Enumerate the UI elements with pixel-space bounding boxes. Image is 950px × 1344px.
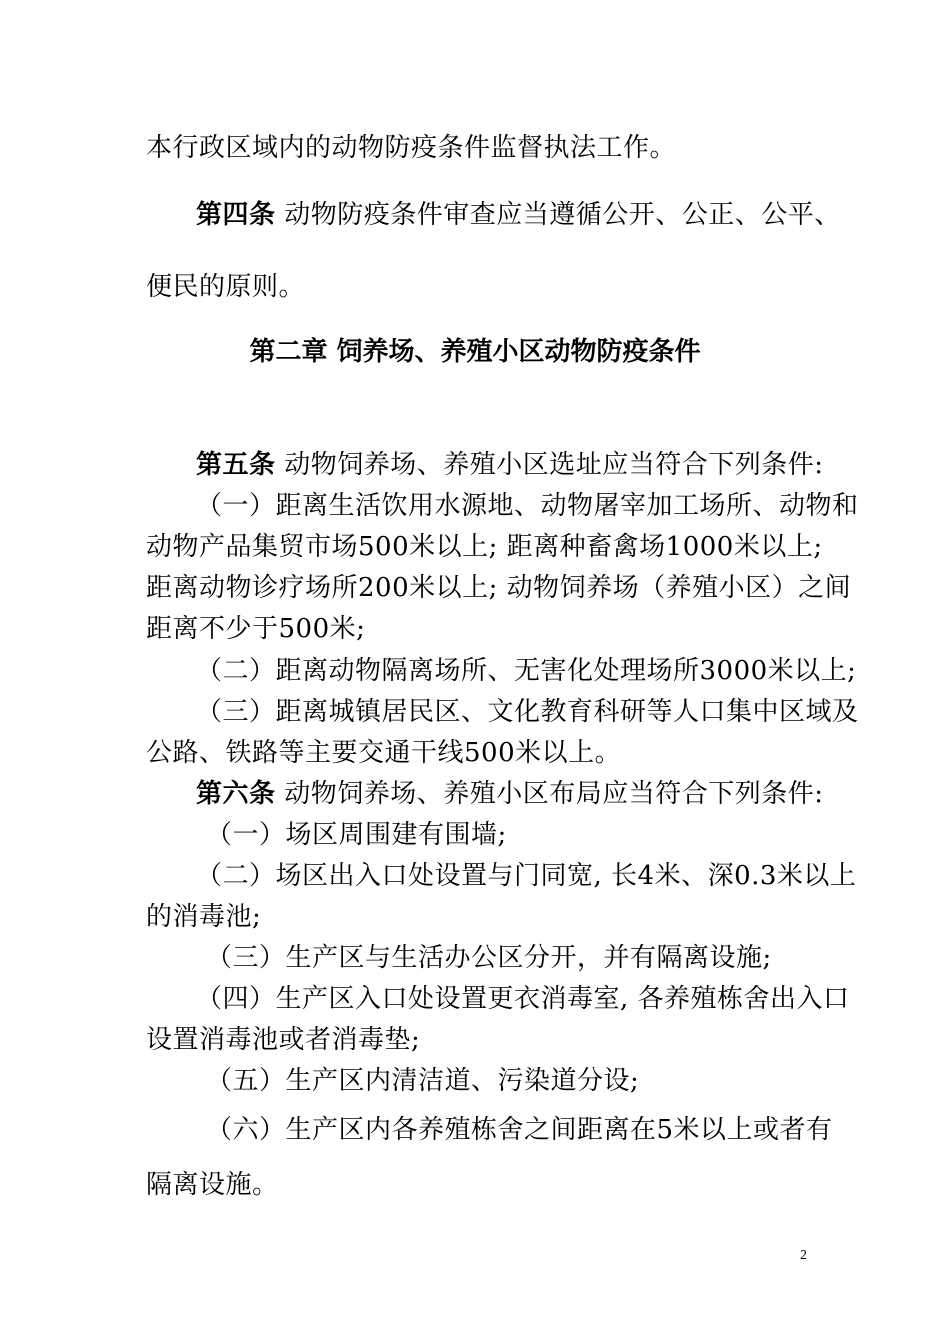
- chapter-heading: 第二章 饲养场、养殖小区动物防疫条件: [249, 337, 701, 367]
- article-6-line: [196, 779, 824, 809]
- paragraph-line: 动物产品集贸市场500米以上; 距离种畜禽场1000米以上;: [146, 532, 823, 562]
- list-item-line: （一）场区周围建有围墙;: [206, 820, 507, 850]
- paragraph-line: 便民的原则。: [146, 272, 306, 302]
- paragraph-line: 设置消毒池或者消毒垫;: [146, 1025, 421, 1055]
- article-text: 动物饲养场、养殖小区选址应当符合下列条件:: [275, 450, 824, 480]
- paragraph-line: 的消毒池;: [146, 902, 262, 932]
- list-item-line: （三）距离城镇居民区、文化教育科研等人口集中区域及: [196, 697, 859, 727]
- page-number: 2: [800, 1248, 807, 1263]
- list-item-line: （二）距离动物隔离场所、无害化处理场所3000米以上;: [196, 656, 857, 686]
- list-item-line: （六）生产区内各养殖栋舍之间距离在5米以上或者有: [206, 1115, 833, 1145]
- paragraph-line: 距离不少于500米;: [146, 614, 366, 644]
- article-text: 动物饲养场、养殖小区布局应当符合下列条件:: [275, 779, 824, 809]
- article-label: 第五条: [196, 450, 276, 480]
- article-4-line: [196, 200, 841, 230]
- list-item-line: （五）生产区内清洁道、污染道分设;: [206, 1066, 640, 1096]
- article-text: 动物防疫条件审查应当遵循公开、公正、公平、: [275, 200, 841, 230]
- paragraph-line: 本行政区域内的动物防疫条件监督执法工作。: [146, 133, 677, 163]
- list-item-line: （二）场区出入口处设置与门同宽, 长4米、深0.3米以上: [196, 861, 857, 891]
- list-item-line: （一）距离生活饮用水源地、动物屠宰加工场所、动物和: [196, 491, 859, 521]
- list-item-line: （三）生产区与生活办公区分开，并有隔离设施;: [206, 943, 772, 973]
- list-item-line: （四）生产区入口处设置更衣消毒室, 各养殖栋舍出入口: [196, 984, 850, 1014]
- article-5-line: [196, 450, 824, 480]
- article-label: 第四条: [196, 200, 276, 230]
- paragraph-line: 距离动物诊疗场所200米以上; 动物饲养场（养殖小区）之间: [146, 573, 852, 603]
- paragraph-line: 隔离设施。: [146, 1170, 279, 1200]
- paragraph-line: 公路、铁路等主要交通干线500米以上。: [146, 738, 622, 768]
- article-label: 第六条: [196, 779, 276, 809]
